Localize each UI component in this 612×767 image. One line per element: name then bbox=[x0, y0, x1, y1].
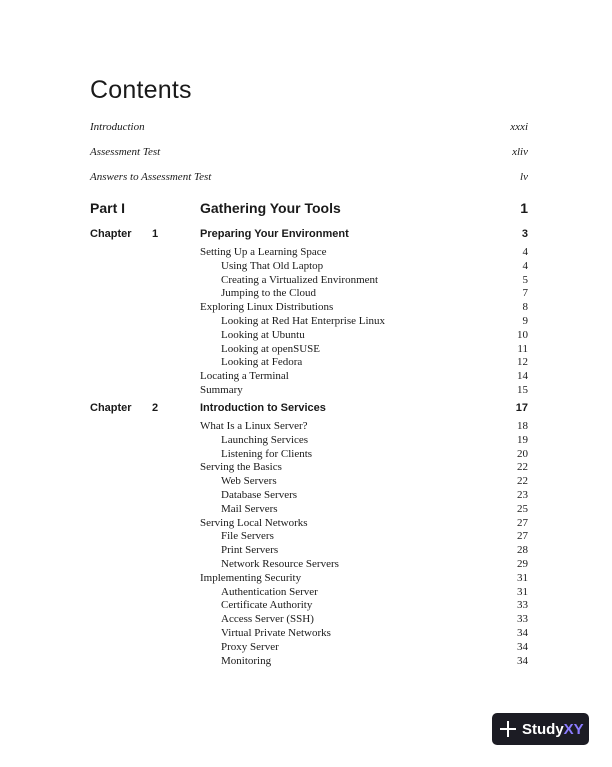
toc-entry-title: Using That Old Laptop bbox=[221, 259, 324, 272]
toc-page-number: 31 bbox=[517, 585, 528, 598]
toc-page-number: 31 bbox=[517, 571, 528, 584]
toc-entry-title: Serving the Basics bbox=[200, 461, 282, 474]
toc-row[interactable] bbox=[200, 274, 528, 288]
toc-row[interactable] bbox=[200, 599, 528, 613]
toc-entry-title: Summary bbox=[200, 383, 243, 396]
toc-page-number: 22 bbox=[517, 461, 528, 474]
part-title: Gathering Your Tools bbox=[200, 200, 341, 216]
chapter-number: 2 bbox=[152, 402, 159, 414]
toc-entry-title: Creating a Virtualized Environment bbox=[221, 273, 379, 286]
toc-entry-title: Jumping to the Cloud bbox=[221, 287, 317, 300]
chapter-label: Chapter bbox=[90, 402, 132, 414]
toc-row[interactable] bbox=[200, 517, 528, 531]
toc-page-number: 9 bbox=[522, 314, 528, 327]
toc-page-number: 27 bbox=[517, 516, 528, 529]
toc-entry-title: Web Servers bbox=[221, 475, 277, 488]
toc-row[interactable] bbox=[200, 448, 528, 462]
toc-page-number: 29 bbox=[517, 557, 528, 570]
toc-row[interactable] bbox=[200, 370, 528, 384]
toc-row-front-matter[interactable] bbox=[90, 146, 528, 162]
chapter-number: 1 bbox=[152, 228, 159, 240]
toc-entry-title: Assessment Test bbox=[90, 146, 161, 158]
toc-page-number: 7 bbox=[522, 287, 528, 300]
toc-page-number: 34 bbox=[517, 654, 528, 667]
toc-row[interactable] bbox=[200, 315, 528, 329]
toc-page-number: 14 bbox=[517, 370, 528, 383]
toc-entry-title: Serving Local Networks bbox=[200, 516, 308, 529]
toc-row[interactable] bbox=[200, 489, 528, 503]
toc-row[interactable] bbox=[200, 655, 528, 669]
toc-entry-title: Print Servers bbox=[221, 544, 279, 557]
toc-entry-title: Network Resource Servers bbox=[221, 557, 339, 570]
toc-entry-title: Virtual Private Networks bbox=[221, 626, 331, 639]
toc-page-number: 25 bbox=[517, 502, 528, 515]
toc-row[interactable] bbox=[200, 475, 528, 489]
part-page-number: 1 bbox=[520, 200, 528, 216]
toc-row[interactable] bbox=[200, 544, 528, 558]
toc-row[interactable] bbox=[200, 641, 528, 655]
toc-page-number: 33 bbox=[517, 599, 528, 612]
toc-row[interactable] bbox=[200, 343, 528, 357]
toc-page-number: 4 bbox=[522, 246, 528, 258]
brand-name: Study bbox=[522, 720, 564, 738]
toc-entry-title: Monitoring bbox=[221, 654, 272, 667]
toc-entry-title: Looking at Ubuntu bbox=[221, 328, 305, 341]
toc-row[interactable] bbox=[200, 572, 528, 586]
chapter-page-number: 17 bbox=[515, 402, 528, 414]
toc-chapter-heading[interactable] bbox=[90, 228, 528, 244]
toc-entry-title: Exploring Linux Distributions bbox=[200, 301, 334, 314]
toc-row[interactable] bbox=[200, 586, 528, 600]
toc-page-number: 12 bbox=[517, 356, 528, 369]
chapter-label: Chapter bbox=[90, 228, 132, 240]
toc-row[interactable] bbox=[200, 558, 528, 572]
toc-row[interactable] bbox=[200, 260, 528, 274]
toc-part-heading[interactable] bbox=[90, 200, 528, 220]
toc-page-number: 8 bbox=[522, 301, 528, 314]
toc-row[interactable] bbox=[200, 434, 528, 448]
toc-page-number: 4 bbox=[522, 259, 528, 272]
toc-row[interactable] bbox=[200, 420, 528, 434]
brand-accent: XY bbox=[563, 720, 584, 738]
toc-row[interactable] bbox=[200, 627, 528, 641]
toc-page-number: 28 bbox=[517, 544, 528, 557]
toc-page-number: xxxi bbox=[510, 121, 528, 133]
toc-row[interactable] bbox=[200, 356, 528, 370]
toc-entry-title: Launching Services bbox=[221, 433, 309, 446]
toc-entry-title: Listening for Clients bbox=[221, 447, 313, 460]
toc-entry-title: Access Server (SSH) bbox=[221, 613, 314, 626]
toc-page-number: lv bbox=[520, 171, 528, 183]
toc-entry-title: Mail Servers bbox=[221, 502, 278, 515]
toc-page-number: xliv bbox=[512, 146, 528, 158]
chapter-2-entries bbox=[200, 420, 528, 668]
toc-row[interactable] bbox=[200, 246, 528, 260]
chapter-title: Preparing Your Environment bbox=[200, 228, 349, 240]
toc-entry-title: Certificate Authority bbox=[221, 599, 313, 612]
toc-entry-title: Proxy Server bbox=[221, 640, 279, 653]
toc-page-number: 18 bbox=[517, 420, 528, 432]
toc-page-number: 22 bbox=[517, 475, 528, 488]
toc-page-number: 34 bbox=[517, 626, 528, 639]
toc-entry-title: Database Servers bbox=[221, 488, 298, 501]
toc-page-number: 19 bbox=[517, 433, 528, 446]
toc-entry-title: File Servers bbox=[221, 530, 274, 543]
toc-page-number: 23 bbox=[517, 488, 528, 501]
toc-row-front-matter[interactable] bbox=[90, 171, 528, 187]
toc-row[interactable] bbox=[200, 287, 528, 301]
toc-page-number: 20 bbox=[517, 447, 528, 460]
toc-page-number: 34 bbox=[517, 640, 528, 653]
toc-row[interactable] bbox=[200, 301, 528, 315]
toc-row[interactable] bbox=[200, 503, 528, 517]
studyxy-badge[interactable] bbox=[492, 713, 589, 745]
toc-entry-title: Looking at openSUSE bbox=[221, 342, 320, 355]
toc-entry-title: Authentication Server bbox=[221, 585, 318, 598]
toc-entry-title: Locating a Terminal bbox=[200, 370, 289, 383]
toc-entry-title: Looking at Fedora bbox=[221, 356, 303, 369]
toc-entry-title: What Is a Linux Server? bbox=[200, 420, 308, 432]
toc-entry-title: Introduction bbox=[90, 121, 145, 133]
toc-row[interactable] bbox=[200, 530, 528, 544]
toc-page-number: 11 bbox=[517, 342, 528, 355]
part-label: Part I bbox=[90, 200, 126, 216]
toc-row[interactable] bbox=[200, 613, 528, 627]
toc-row-front-matter[interactable] bbox=[90, 121, 528, 137]
toc-row[interactable] bbox=[200, 329, 528, 343]
toc-page-number: 15 bbox=[517, 383, 528, 396]
toc-entry-title: Implementing Security bbox=[200, 571, 302, 584]
toc-chapter-heading[interactable] bbox=[90, 402, 528, 418]
toc-page-number: 5 bbox=[522, 273, 528, 286]
toc-row[interactable] bbox=[200, 384, 528, 398]
plus-icon bbox=[500, 721, 516, 737]
chapter-title: Introduction to Services bbox=[200, 402, 326, 414]
toc-entry-title: Setting Up a Learning Space bbox=[200, 246, 327, 258]
toc-page-number: 27 bbox=[517, 530, 528, 543]
toc-entry-title: Answers to Assessment Test bbox=[90, 171, 212, 183]
toc-entry-title: Looking at Red Hat Enterprise Linux bbox=[221, 314, 386, 327]
toc-page-number: 33 bbox=[517, 613, 528, 626]
page-title: Contents bbox=[90, 76, 192, 104]
toc-page-number: 10 bbox=[517, 328, 528, 341]
chapter-page-number: 3 bbox=[521, 228, 528, 240]
toc-row[interactable] bbox=[200, 461, 528, 475]
chapter-1-entries bbox=[200, 246, 528, 398]
